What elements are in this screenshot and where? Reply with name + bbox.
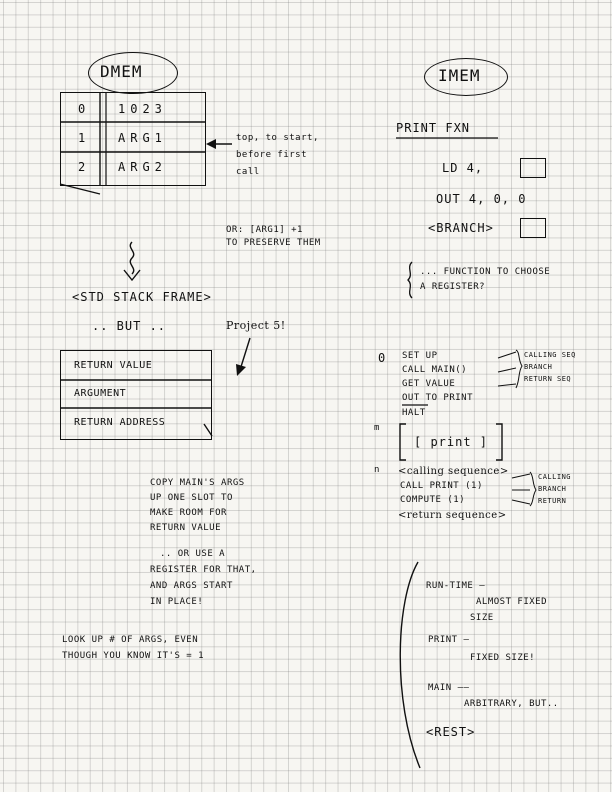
program-line: OUT TO PRINT — [402, 393, 474, 403]
note-top-line: call — [236, 167, 260, 177]
main-size-label: MAIN —— — [428, 683, 470, 693]
copy-note-line: RETURN VALUE — [150, 523, 222, 533]
stack-frame-row: ARGUMENT — [74, 388, 127, 399]
ld-operand-box — [520, 158, 546, 178]
print-size-label: PRINT — — [428, 635, 470, 645]
register-note-line: .. OR USE A — [160, 549, 226, 559]
note-or-line: OR: [ARG1] +1 — [226, 225, 303, 235]
print-fxn-heading: PRINT FXN — [396, 121, 471, 135]
side-note-line: BRANCH — [524, 363, 553, 371]
branch-instruction: <BRANCH> — [428, 221, 494, 235]
stack-frame-header: <STD STACK FRAME> — [72, 290, 212, 304]
stack-frame-row: RETURN VALUE — [74, 360, 153, 371]
print-size-desc: FIXED SIZE! — [470, 653, 536, 663]
side-note-line: CALLING SEQ — [524, 351, 576, 359]
lookup-note-line: THOUGH YOU KNOW IT'S = 1 — [62, 651, 205, 661]
call-line: <calling sequence> — [398, 466, 509, 477]
print-bracket: [ print ] — [414, 435, 489, 449]
copy-note-line: UP ONE SLOT TO — [150, 493, 233, 503]
address-zero: 0 — [378, 351, 387, 365]
project-note: Project 5! — [226, 319, 286, 332]
out-instruction: OUT 4, 0, 0 — [436, 192, 527, 206]
copy-note-line: COPY MAIN'S ARGS — [150, 478, 245, 488]
ld-instruction: LD 4, — [442, 161, 484, 175]
note-top-line: top, to start, — [236, 133, 319, 143]
dmem-row-value: ARG1 — [118, 131, 167, 145]
register-note-line: REGISTER FOR THAT, — [150, 565, 257, 575]
but-note: .. BUT .. — [92, 319, 167, 333]
dmem-row-value: ARG2 — [118, 160, 167, 174]
dmem-row-index: 0 — [78, 102, 87, 116]
program-line: SET UP — [402, 351, 438, 361]
call-side-note-line: BRANCH — [538, 485, 567, 493]
main-size-desc: ARBITRARY, BUT.. — [464, 699, 559, 709]
side-note-line: RETURN SEQ — [524, 375, 572, 383]
copy-note-line: MAKE ROOM FOR — [150, 508, 227, 518]
runtime-desc-line: ALMOST FIXED — [476, 597, 548, 607]
register-note-line: AND ARGS START — [150, 581, 233, 591]
call-line: CALL PRINT (1) — [400, 481, 483, 491]
dmem-title: DMEM — [100, 62, 143, 81]
stack-frame-row: RETURN ADDRESS — [74, 417, 166, 428]
runtime-desc-line: SIZE — [470, 613, 494, 623]
call-line: <return sequence> — [398, 510, 507, 521]
address-m: m — [374, 423, 380, 433]
runtime-label: RUN-TIME — — [426, 581, 486, 591]
call-line: COMPUTE (1) — [400, 495, 466, 505]
register-note-line: IN PLACE! — [150, 597, 204, 607]
address-n: n — [374, 465, 380, 475]
function-note-line: A REGISTER? — [420, 282, 486, 292]
lookup-note-line: LOOK UP # OF ARGS, EVEN — [62, 635, 199, 645]
program-line: GET VALUE — [402, 379, 456, 389]
note-top-line: before first — [236, 150, 308, 160]
branch-operand-box — [520, 218, 546, 238]
dmem-row-index: 2 — [78, 160, 87, 174]
rest-label: <REST> — [426, 725, 476, 739]
dmem-row-index: 1 — [78, 131, 87, 145]
program-line: CALL MAIN() — [402, 365, 468, 375]
dmem-row-value: 1023 — [118, 102, 167, 116]
function-note-line: ... FUNCTION TO CHOOSE — [420, 267, 551, 277]
call-side-note-line: RETURN — [538, 497, 567, 505]
program-line: HALT — [402, 408, 426, 418]
call-side-note-line: CALLING — [538, 473, 572, 481]
imem-title: IMEM — [438, 66, 481, 85]
note-or-line: TO PRESERVE THEM — [226, 238, 321, 248]
